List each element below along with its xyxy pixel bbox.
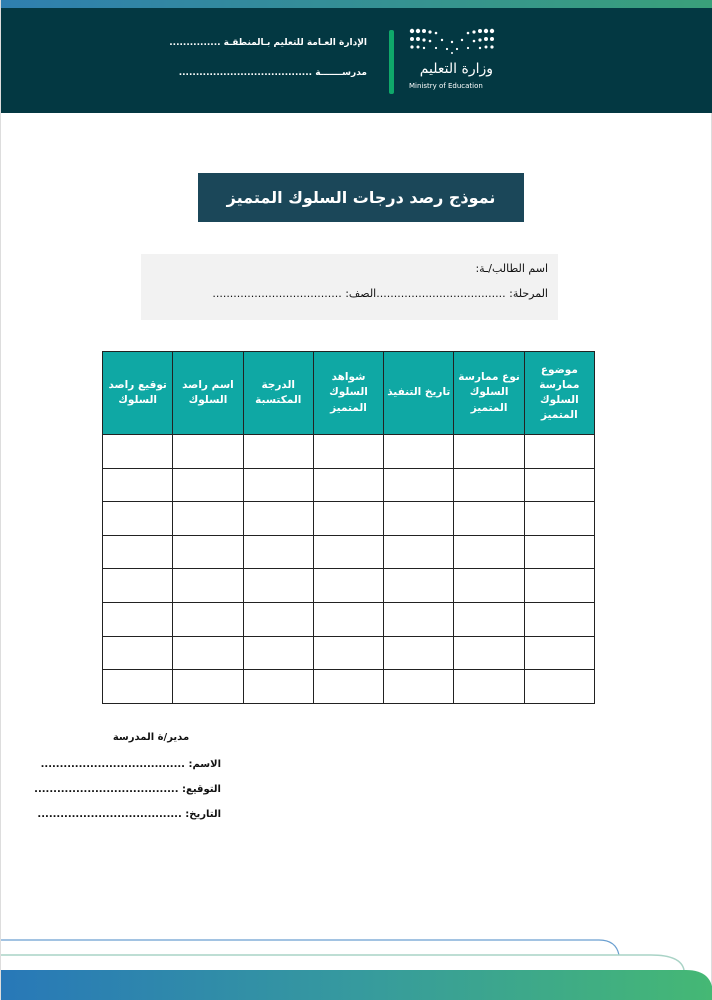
principal-name-field: الاسم: ......................................: [40, 759, 221, 770]
table-cell[interactable]: [454, 502, 524, 536]
top-gradient-bar: [1, 0, 712, 8]
table-cell[interactable]: [454, 435, 524, 469]
table-row: [103, 502, 595, 536]
table-cell[interactable]: [454, 602, 524, 636]
table-cell[interactable]: [173, 670, 243, 704]
table-cell[interactable]: [173, 636, 243, 670]
table-cell[interactable]: [243, 636, 313, 670]
behavior-table: [102, 351, 595, 704]
table-cell[interactable]: [243, 569, 313, 603]
ministry-logo-icon: [409, 28, 495, 54]
table-row: [103, 636, 595, 670]
table-cell[interactable]: [384, 535, 454, 569]
table-cell[interactable]: [173, 535, 243, 569]
table-cell[interactable]: [524, 636, 594, 670]
column-header: توقيع راصد السلوك: [103, 352, 173, 435]
table-cell[interactable]: [384, 636, 454, 670]
table-cell[interactable]: [173, 602, 243, 636]
directorate-line: الإدارة العـامة للتعليم بـالمنطقـة ...............: [169, 38, 367, 48]
table-cell[interactable]: [524, 535, 594, 569]
student-name-label: اسم الطالب/ـة:: [475, 262, 548, 275]
table-cell[interactable]: [524, 468, 594, 502]
table-cell[interactable]: [243, 535, 313, 569]
table-cell[interactable]: [524, 670, 594, 704]
column-header: تاريخ التنفيذ: [384, 352, 454, 435]
table-cell[interactable]: [243, 670, 313, 704]
table-cell[interactable]: [384, 502, 454, 536]
table-cell[interactable]: [313, 636, 383, 670]
header-divider: [389, 30, 394, 94]
principal-date-field: التاريخ: ......................................: [37, 809, 221, 820]
table-cell[interactable]: [384, 468, 454, 502]
table-cell[interactable]: [243, 435, 313, 469]
table-cell[interactable]: [103, 670, 173, 704]
table-cell[interactable]: [103, 535, 173, 569]
table-cell[interactable]: [313, 602, 383, 636]
page-header: [1, 8, 712, 113]
table-cell[interactable]: [243, 502, 313, 536]
table-cell[interactable]: [384, 670, 454, 704]
table-cell[interactable]: [454, 535, 524, 569]
table-cell[interactable]: [454, 468, 524, 502]
table-cell[interactable]: [173, 502, 243, 536]
table-cell[interactable]: [173, 468, 243, 502]
footer-decoration: [1, 920, 712, 1000]
table-cell[interactable]: [524, 502, 594, 536]
table-cell[interactable]: [313, 468, 383, 502]
principal-heading: مدير/ة المدرسة: [112, 732, 190, 743]
ministry-name-en: Ministry of Education: [409, 82, 483, 90]
table-cell[interactable]: [524, 435, 594, 469]
table-row: [103, 602, 595, 636]
column-header: اسم راصد السلوك: [173, 352, 243, 435]
column-header: شواهد السلوك المتميز: [313, 352, 383, 435]
form-title: نموذج رصد درجات السلوك المتميز: [198, 173, 524, 222]
table-cell[interactable]: [313, 670, 383, 704]
table-cell[interactable]: [384, 569, 454, 603]
table-cell[interactable]: [313, 569, 383, 603]
table-cell[interactable]: [103, 602, 173, 636]
table-row: [103, 535, 595, 569]
table-cell[interactable]: [243, 468, 313, 502]
table-cell[interactable]: [103, 569, 173, 603]
column-header: نوع ممارسة السلوك المتميز: [454, 352, 524, 435]
principal-signature-field: التوقيع: ......................................: [34, 784, 221, 795]
table-row: [103, 670, 595, 704]
table-cell[interactable]: [313, 435, 383, 469]
table-cell[interactable]: [103, 468, 173, 502]
table-cell[interactable]: [173, 569, 243, 603]
table-cell[interactable]: [103, 435, 173, 469]
table-cell[interactable]: [454, 670, 524, 704]
ministry-name-ar: وزارة التعليم: [419, 61, 493, 77]
stage-class-line: المرحلة: .....................................الصف: .....................................: [212, 287, 548, 300]
table-cell[interactable]: [313, 502, 383, 536]
principal-signature-block: [34, 732, 221, 834]
table-cell[interactable]: [103, 636, 173, 670]
table-cell[interactable]: [243, 602, 313, 636]
student-info-box: [141, 254, 558, 320]
table-cell[interactable]: [524, 569, 594, 603]
table-row: [103, 569, 595, 603]
table-row: [103, 435, 595, 469]
table-cell[interactable]: [454, 569, 524, 603]
table-cell[interactable]: [313, 535, 383, 569]
table-row: [103, 468, 595, 502]
school-line: مدرســـــــة .......................................: [178, 68, 367, 78]
table-cell[interactable]: [384, 435, 454, 469]
table-cell[interactable]: [103, 502, 173, 536]
table-cell[interactable]: [384, 602, 454, 636]
column-header: الدرجة المكتسبة: [243, 352, 313, 435]
column-header: موضوع ممارسة السلوك المتميز: [524, 352, 594, 435]
table-cell[interactable]: [454, 636, 524, 670]
table-cell[interactable]: [524, 602, 594, 636]
table-cell[interactable]: [173, 435, 243, 469]
